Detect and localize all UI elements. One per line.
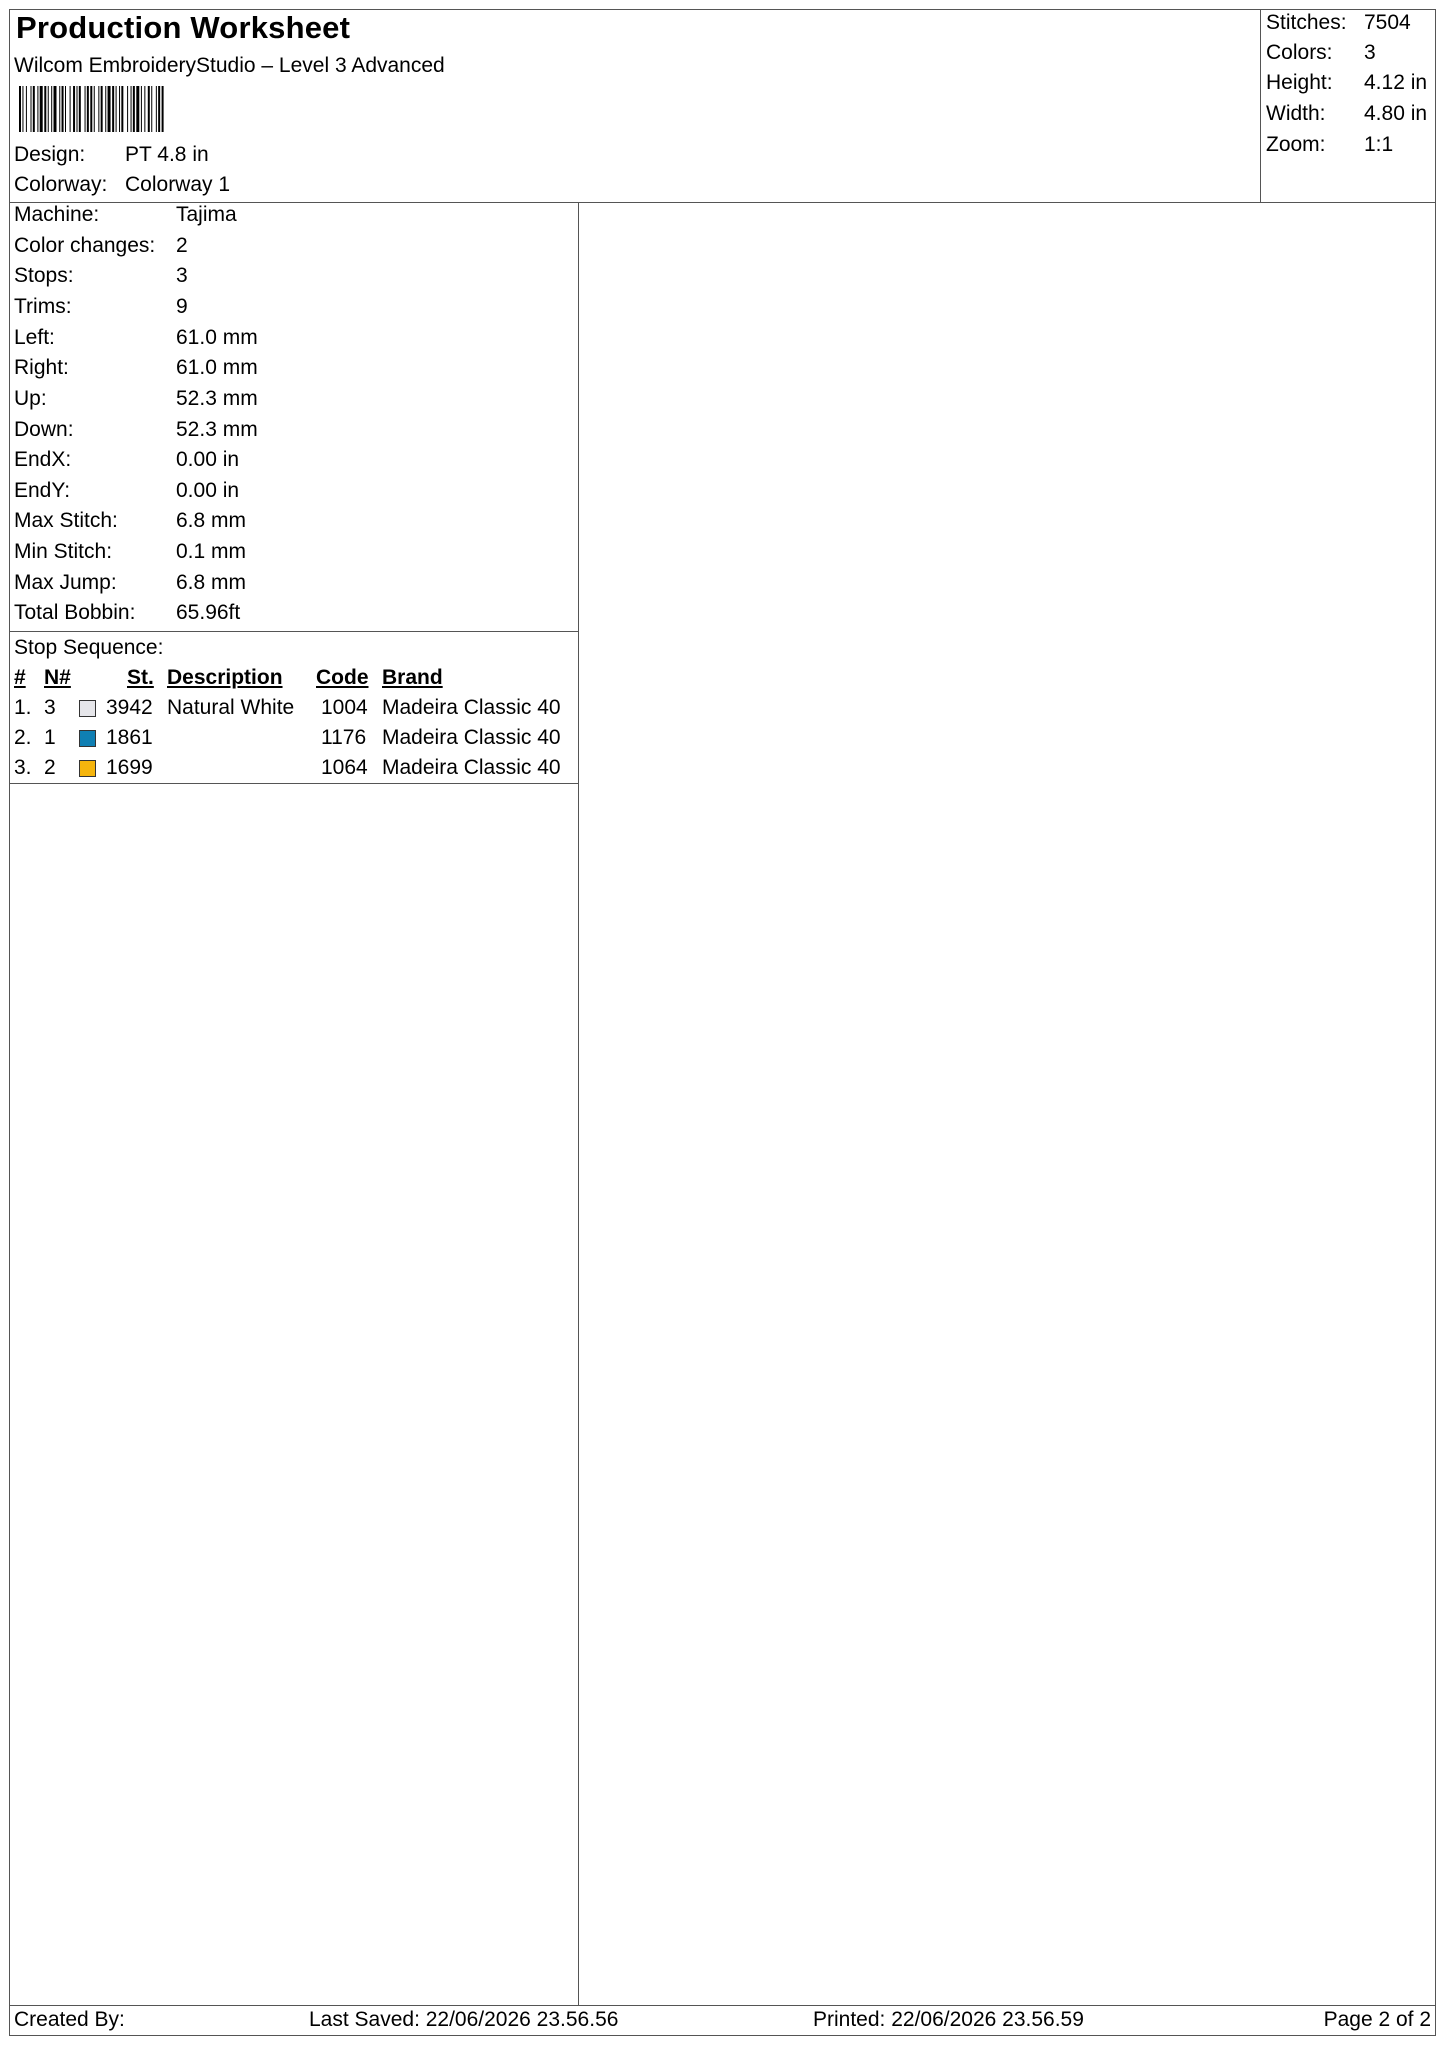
- summary-label: Zoom:: [1266, 133, 1326, 156]
- summary-value: 1:1: [1364, 133, 1394, 156]
- summary-label: Stitches:: [1266, 11, 1347, 34]
- spec-row: [14, 448, 239, 472]
- stop-sequence-caption: Stop Sequence:: [14, 636, 164, 659]
- needle-number: 2: [44, 756, 56, 779]
- spec-row: [14, 387, 258, 411]
- col-header-description: Description: [167, 666, 283, 689]
- summary-row-stitches: [1266, 11, 1411, 35]
- spec-label: Stops:: [14, 264, 74, 287]
- spec-value: Tajima: [176, 203, 237, 226]
- spec-value: 6.8 mm: [176, 509, 247, 532]
- spec-row: [14, 203, 237, 227]
- spec-row: [14, 571, 246, 595]
- spec-label: Color changes:: [14, 234, 156, 257]
- page-title: Production Worksheet: [16, 10, 351, 45]
- design-row: [14, 143, 209, 167]
- spec-label: Machine:: [14, 203, 100, 226]
- stitch-count: 1861: [106, 726, 153, 749]
- spec-row: [14, 540, 246, 564]
- summary-value: 3: [1364, 41, 1376, 64]
- spec-row: [14, 418, 258, 442]
- software-name: Wilcom EmbroideryStudio – Level 3 Advanced: [14, 54, 445, 77]
- spec-value: 0.00 in: [176, 479, 240, 502]
- spec-label: Right:: [14, 356, 69, 379]
- barcode-image: [19, 86, 291, 132]
- spec-value: 52.3 mm: [176, 418, 258, 441]
- design-label: Design:: [14, 143, 86, 166]
- summary-value: 7504: [1364, 11, 1411, 34]
- thread-brand: Madeira Classic 40: [382, 756, 561, 779]
- spec-value: 2: [176, 234, 188, 257]
- color-swatch: [79, 700, 96, 717]
- colorway-row: [14, 173, 230, 197]
- needle-number: 3: [44, 696, 56, 719]
- design-value: PT 4.8 in: [125, 143, 209, 166]
- spec-label: Max Jump:: [14, 571, 117, 594]
- spec-row: [14, 356, 258, 380]
- design-summary: [1260, 10, 1435, 202]
- spec-row: [14, 234, 188, 258]
- spec-label: Left:: [14, 326, 55, 349]
- color-swatch: [79, 760, 96, 777]
- summary-row-colors: [1266, 41, 1376, 65]
- spec-value: 0.00 in: [176, 448, 240, 471]
- thread-code: 1004: [321, 696, 368, 719]
- machine-specs: [10, 202, 578, 632]
- col-header-brand: Brand: [382, 666, 443, 689]
- summary-value: 4.12 in: [1364, 71, 1428, 94]
- spec-value: 0.1 mm: [176, 540, 247, 563]
- summary-value: 4.80 in: [1364, 102, 1428, 125]
- colorway-value: Colorway 1: [125, 173, 231, 196]
- stitch-count: 1699: [106, 756, 153, 779]
- thread-code: 1064: [321, 756, 368, 779]
- spec-label: Max Stitch:: [14, 509, 118, 532]
- created-by: Created By:: [14, 2008, 125, 2031]
- spec-value: 61.0 mm: [176, 326, 258, 349]
- col-header-code: Code: [316, 666, 369, 689]
- spec-row: [14, 479, 239, 503]
- summary-label: Colors:: [1266, 41, 1333, 64]
- spec-row: [14, 295, 188, 319]
- thread-brand: Madeira Classic 40: [382, 696, 561, 719]
- summary-label: Height:: [1266, 71, 1333, 94]
- details-column: [10, 202, 579, 2006]
- spec-row: [14, 509, 246, 533]
- col-header-number: #: [14, 666, 26, 689]
- stop-number: 3.: [14, 756, 32, 779]
- colorway-label: Colorway:: [14, 173, 108, 196]
- spec-value: 3: [176, 264, 188, 287]
- spec-row: [14, 601, 240, 625]
- spec-label: Trims:: [14, 295, 72, 318]
- col-header-needle: N#: [44, 666, 71, 689]
- printed-date: Printed: 22/06/2026 23.56.59: [813, 2008, 1084, 2031]
- spec-label: EndX:: [14, 448, 72, 471]
- spec-value: 61.0 mm: [176, 356, 258, 379]
- spec-value: 9: [176, 295, 188, 318]
- stop-sequence: [10, 632, 578, 784]
- summary-label: Width:: [1266, 102, 1326, 125]
- spec-label: Down:: [14, 418, 74, 441]
- spec-label: Min Stitch:: [14, 540, 113, 563]
- summary-row-height: [1266, 71, 1427, 95]
- spec-value: 65.96ft: [176, 601, 241, 624]
- worksheet-footer: [10, 2005, 1435, 2035]
- color-swatch: [79, 730, 96, 747]
- worksheet-header: [10, 10, 1435, 203]
- spec-value: 52.3 mm: [176, 387, 258, 410]
- summary-row-width: [1266, 102, 1427, 126]
- page-number: Page 2 of 2: [1323, 2008, 1431, 2031]
- spec-label: Up:: [14, 387, 47, 410]
- needle-number: 1: [44, 726, 56, 749]
- thread-description: Natural White: [167, 696, 295, 719]
- thread-brand: Madeira Classic 40: [382, 726, 561, 749]
- production-worksheet: [9, 9, 1436, 2036]
- spec-label: Total Bobbin:: [14, 601, 136, 624]
- col-header-stitches: St.: [127, 666, 154, 689]
- last-saved: Last Saved: 22/06/2026 23.56.56: [309, 2008, 619, 2031]
- stitch-count: 3942: [106, 696, 153, 719]
- spec-row: [14, 326, 258, 350]
- spec-label: EndY:: [14, 479, 71, 502]
- spec-row: [14, 264, 188, 288]
- thread-code: 1176: [321, 726, 367, 749]
- stop-number: 1.: [14, 696, 32, 719]
- spec-value: 6.8 mm: [176, 571, 247, 594]
- summary-row-zoom: [1266, 133, 1393, 157]
- stop-number: 2.: [14, 726, 32, 749]
